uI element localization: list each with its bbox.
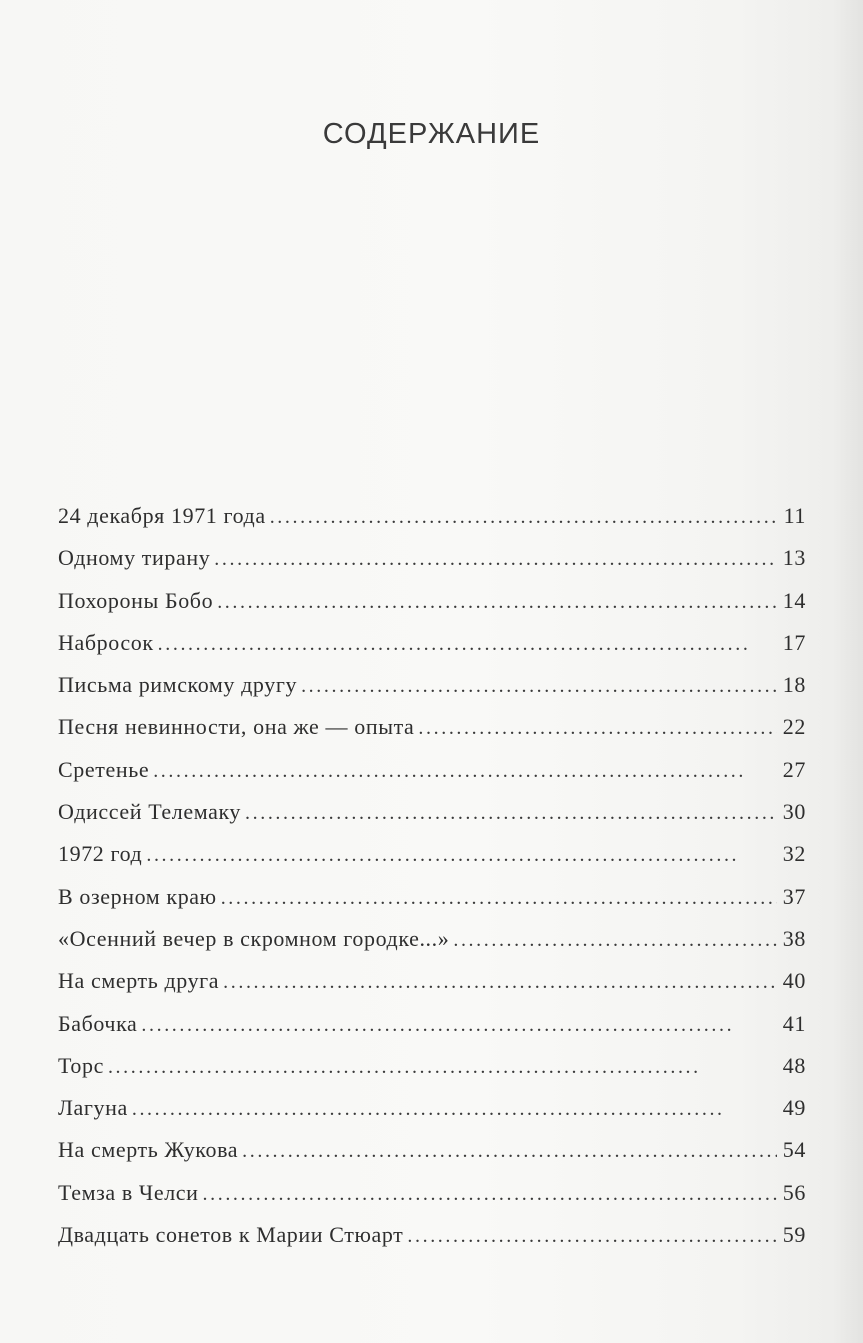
dot-leader xyxy=(214,548,777,571)
toc-entry xyxy=(58,1180,806,1222)
toc-entry-page: 54 xyxy=(782,1137,806,1163)
toc-entry-page: 37 xyxy=(782,883,806,909)
dot-leader xyxy=(223,971,777,994)
toc-entry-title: Похороны Бобо xyxy=(58,587,214,613)
toc-entry-title: Лагуна xyxy=(58,1095,128,1121)
page-edge-shadow xyxy=(833,0,863,1343)
toc-entry-title: «Осенний вечер в скромном городке...» xyxy=(58,925,450,951)
toc-entry xyxy=(58,968,806,1010)
toc-entry xyxy=(58,841,806,883)
toc-entry-page: 32 xyxy=(782,841,806,867)
dot-leader xyxy=(146,844,776,867)
dot-leader xyxy=(221,887,777,910)
toc-entry-title: Песня невинности, она же — опыта xyxy=(58,714,415,740)
dot-leader xyxy=(242,1140,777,1163)
dot-leader xyxy=(141,1014,776,1037)
page-title: СОДЕРЖАНИЕ xyxy=(322,118,541,150)
toc-entry-page: 40 xyxy=(782,968,806,994)
toc-entry xyxy=(58,1053,806,1095)
toc-entry-page: 59 xyxy=(782,1222,806,1248)
toc-entry-title: Двадцать сонетов к Марии Стюарт xyxy=(58,1222,404,1248)
toc-entry-title: На смерть друга xyxy=(58,968,220,994)
toc-entry-page: 22 xyxy=(782,714,806,740)
toc-entry-page: 11 xyxy=(783,503,806,528)
toc-entry-title: Одиссей Телемаку xyxy=(58,799,242,825)
toc-entry-page: 30 xyxy=(782,799,806,825)
toc-entry xyxy=(58,757,806,799)
dot-leader xyxy=(418,717,776,740)
toc-entry-page: 56 xyxy=(782,1179,806,1205)
dot-leader xyxy=(108,1056,777,1079)
toc-entry-title: Письма римскому другу xyxy=(58,672,298,698)
toc-entry-page: 38 xyxy=(782,925,806,951)
toc-entry xyxy=(58,714,806,756)
toc-entry-title: Темза в Челси xyxy=(58,1179,199,1205)
toc-entry-page: 17 xyxy=(782,629,806,655)
toc-entry-title: На смерть Жукова xyxy=(58,1137,239,1163)
toc-entry xyxy=(58,1011,806,1053)
toc-entry xyxy=(58,672,806,714)
toc-entry xyxy=(58,545,806,587)
toc-entry xyxy=(58,588,806,630)
toc-entry xyxy=(58,630,806,672)
dot-leader xyxy=(153,760,777,783)
toc-entry-page: 14 xyxy=(782,587,806,613)
toc-entry-page: 27 xyxy=(782,756,806,782)
toc-entry-page: 18 xyxy=(782,672,806,698)
dot-leader xyxy=(453,929,776,952)
toc-entry xyxy=(58,926,806,968)
dot-leader xyxy=(301,675,777,698)
dot-leader xyxy=(217,591,777,614)
toc-entry xyxy=(58,1095,806,1137)
toc-entry-title: Торс xyxy=(58,1052,104,1078)
table-of-contents xyxy=(58,503,806,1264)
dot-leader xyxy=(158,633,777,656)
toc-entry-title: 24 декабря 1971 года xyxy=(58,503,266,528)
toc-entry xyxy=(58,799,806,841)
toc-entry xyxy=(58,1222,806,1264)
toc-entry xyxy=(58,884,806,926)
toc-entry-title: 1972 год xyxy=(58,841,143,867)
toc-entry-title: Набросок xyxy=(58,629,154,655)
toc-entry xyxy=(58,503,806,545)
dot-leader xyxy=(245,802,777,825)
toc-entry-page: 41 xyxy=(782,1010,806,1036)
toc-entry-title: Одному тирану xyxy=(58,545,211,571)
dot-leader xyxy=(407,1225,776,1248)
dot-leader xyxy=(203,1183,777,1206)
toc-entry xyxy=(58,1137,806,1179)
toc-entry-page: 49 xyxy=(782,1095,806,1121)
dot-leader xyxy=(270,506,778,529)
toc-entry-title: Бабочка xyxy=(58,1010,138,1036)
dot-leader xyxy=(132,1098,777,1121)
toc-entry-page: 13 xyxy=(782,545,806,571)
toc-entry-title: Сретенье xyxy=(58,756,150,782)
toc-entry-title: В озерном краю xyxy=(58,883,217,909)
toc-entry-page: 48 xyxy=(782,1052,806,1078)
